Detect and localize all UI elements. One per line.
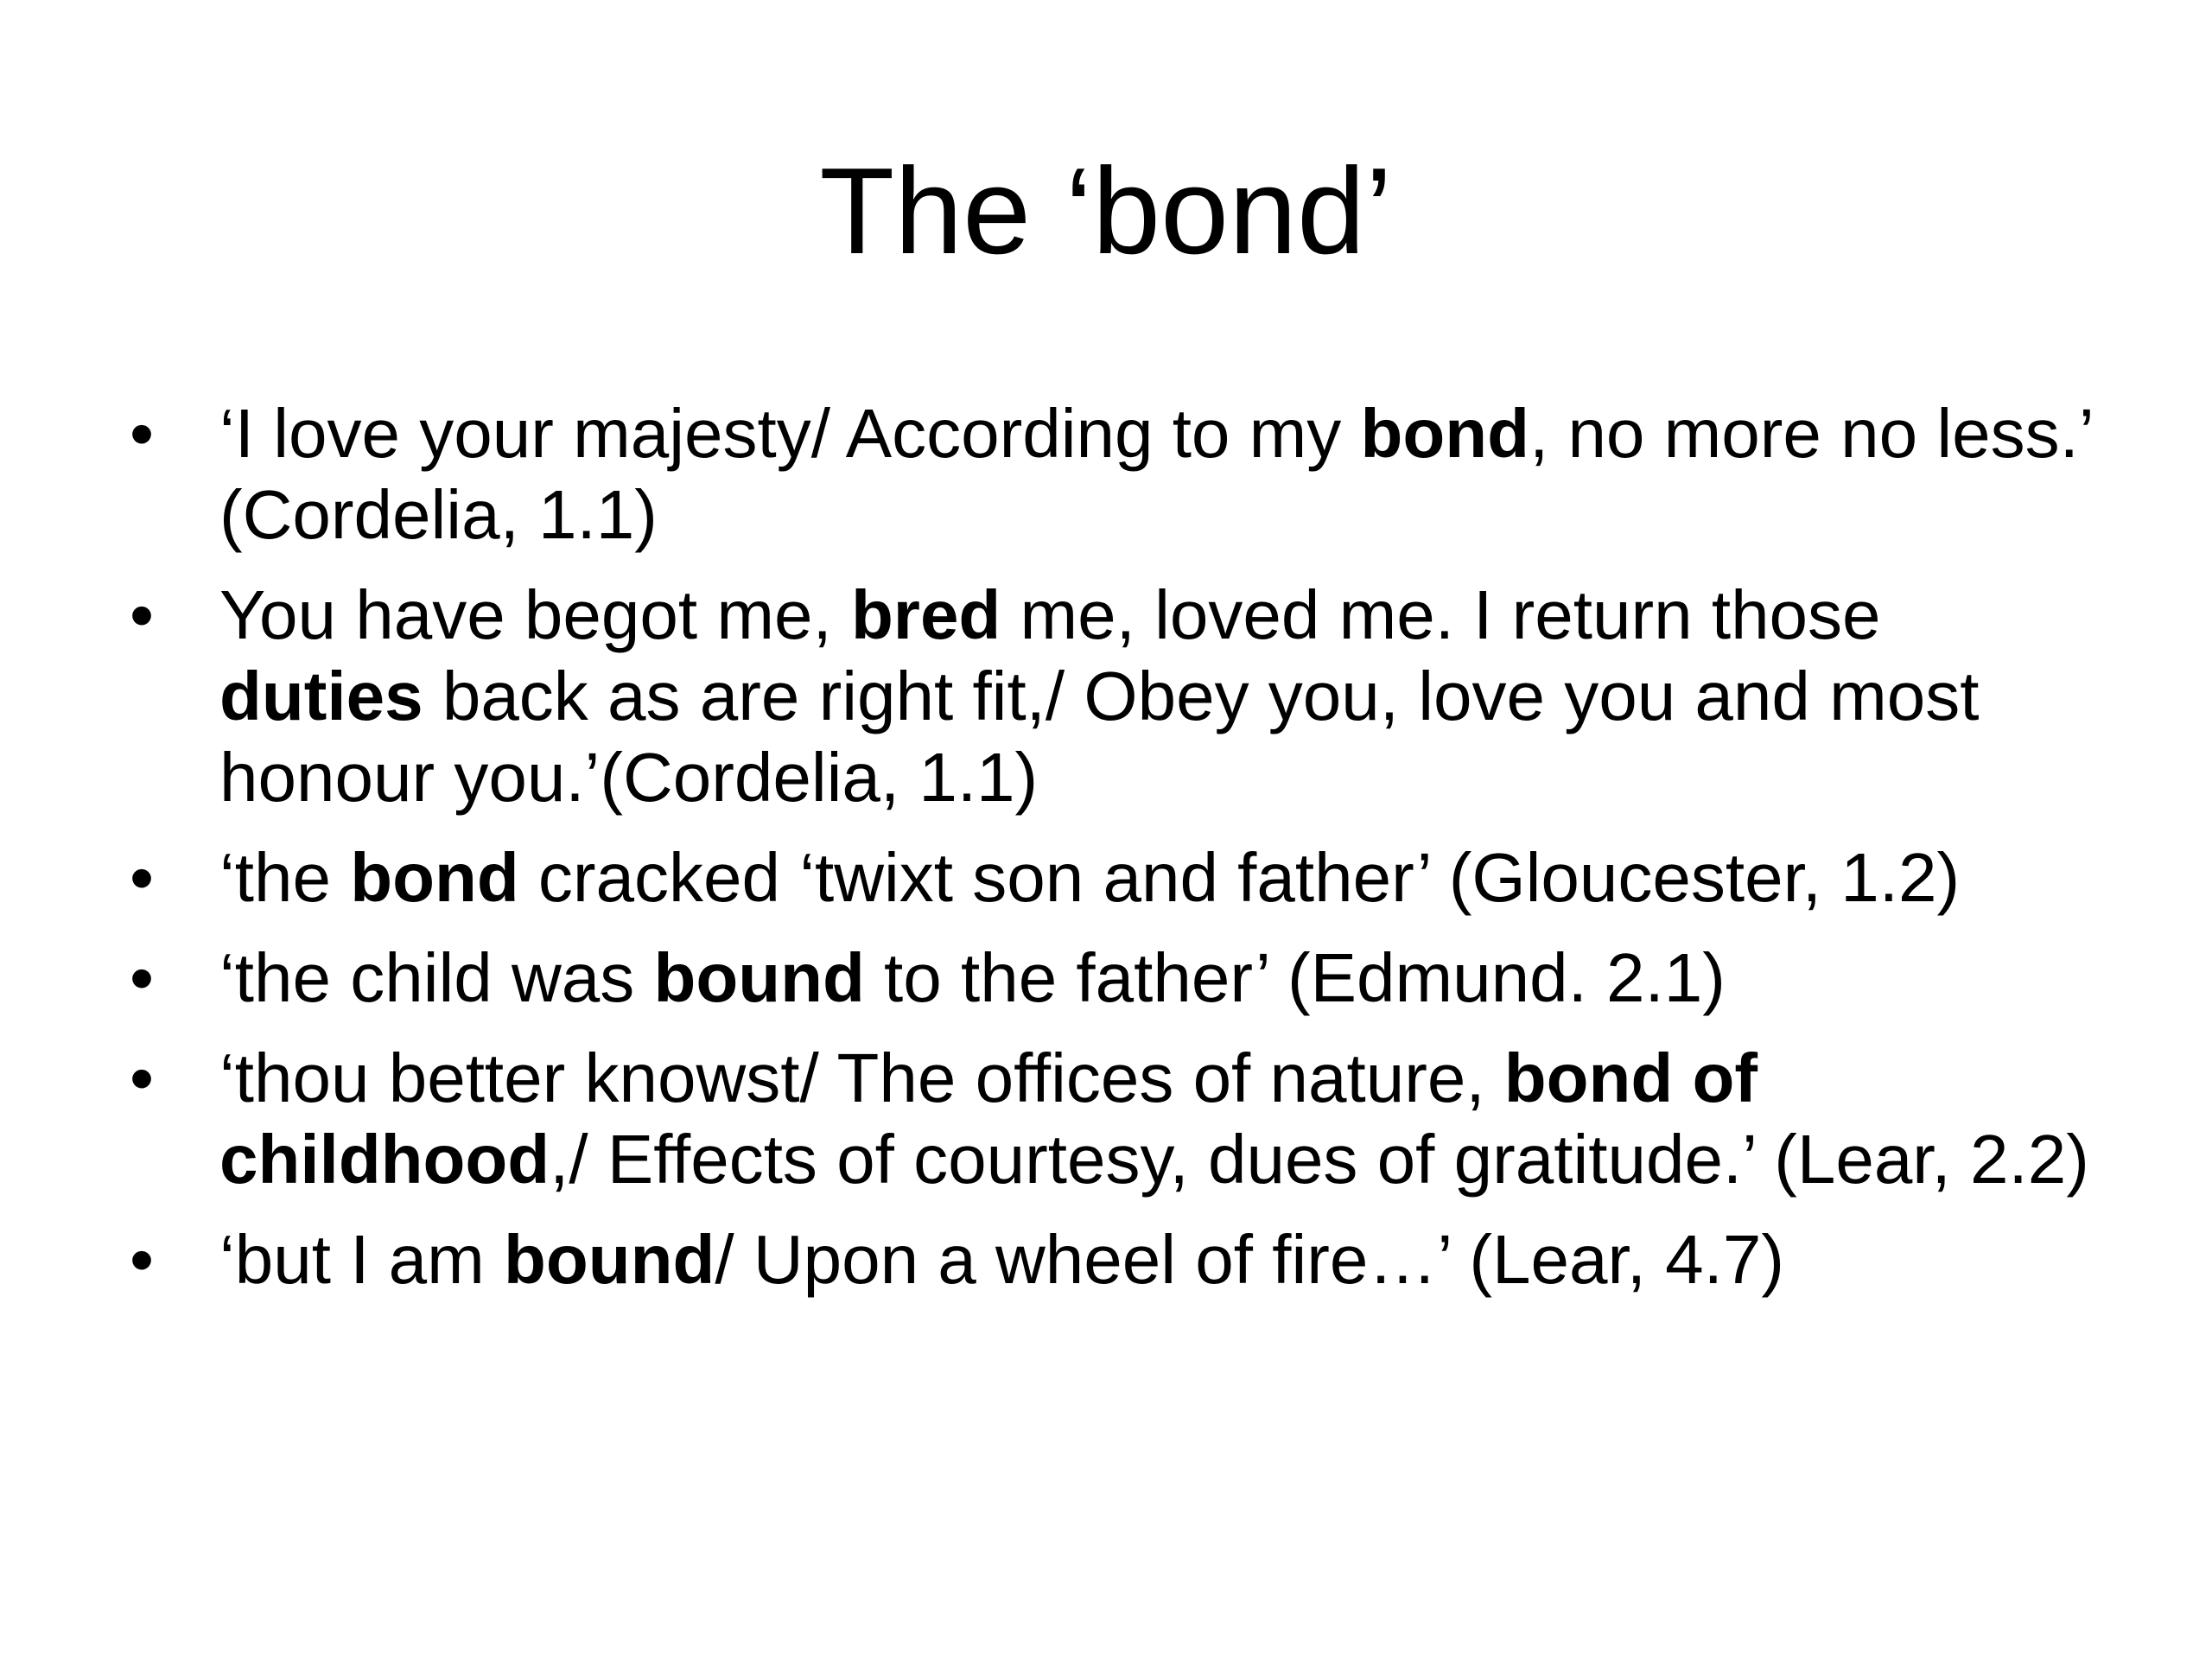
bullet-text (219, 1221, 1784, 1298)
bold-term: bred (850, 576, 1001, 653)
bold-term: bound (653, 939, 865, 1016)
text-segment: to the father’ (Edmund. 2.1) (864, 939, 1726, 1016)
bullet-dot-icon: • (130, 939, 155, 1016)
bullet-item (130, 575, 2100, 818)
text-segment: ‘the (219, 839, 351, 916)
text-segment: cracked ‘twixt son and father’ (Gloucester, 1.2) (518, 839, 1961, 916)
bold-term: duties (219, 658, 423, 734)
bold-term: bond (350, 839, 519, 916)
bullet-dot-icon: • (130, 839, 155, 916)
bullet-text (219, 1039, 2089, 1198)
text-segment: / Upon a wheel of fire…’ (Lear, 4.7) (715, 1221, 1785, 1298)
bullet-text (219, 839, 1960, 916)
bullet-item (130, 1038, 2100, 1200)
bullet-item (130, 938, 2100, 1019)
bullet-dot-icon: • (130, 1221, 155, 1298)
bullet-item (130, 837, 2100, 918)
text-segment: ‘thou better knowst/ The offices of nature, (219, 1039, 1504, 1116)
text-segment: me, loved me. I return those (1001, 576, 1881, 653)
bullet-dot-icon: • (130, 1039, 155, 1116)
text-segment: You have begot me, (219, 576, 851, 653)
text-segment: ‘but I am (219, 1221, 505, 1298)
bullet-text (219, 939, 1726, 1016)
text-segment: back as are right fit,/ Obey you, love you and most honour you.’(Cordelia, 1.1) (219, 658, 1980, 816)
bullet-list (130, 393, 2100, 1319)
bullet-item (130, 1219, 2100, 1300)
bullet-text (219, 576, 1980, 816)
bullet-dot-icon: • (130, 576, 155, 653)
bold-term: bound (504, 1221, 715, 1298)
text-segment: ‘the child was (219, 939, 654, 1016)
text-segment: , no more no less.’ (Cordelia, 1.1) (219, 395, 2092, 553)
text-segment: ‘I love your majesty/ According to my (219, 395, 1361, 472)
bullet-text (219, 395, 2092, 553)
slide-title: The ‘bond’ (819, 143, 1393, 280)
bold-term: bond of childhood (219, 1039, 1758, 1198)
bullet-item (130, 393, 2100, 556)
bullet-dot-icon: • (130, 395, 155, 472)
bold-term: bond (1360, 395, 1529, 472)
text-segment: ,/ Effects of courtesy, dues of gratitude.’ (Lear, 2.2) (550, 1121, 2089, 1198)
